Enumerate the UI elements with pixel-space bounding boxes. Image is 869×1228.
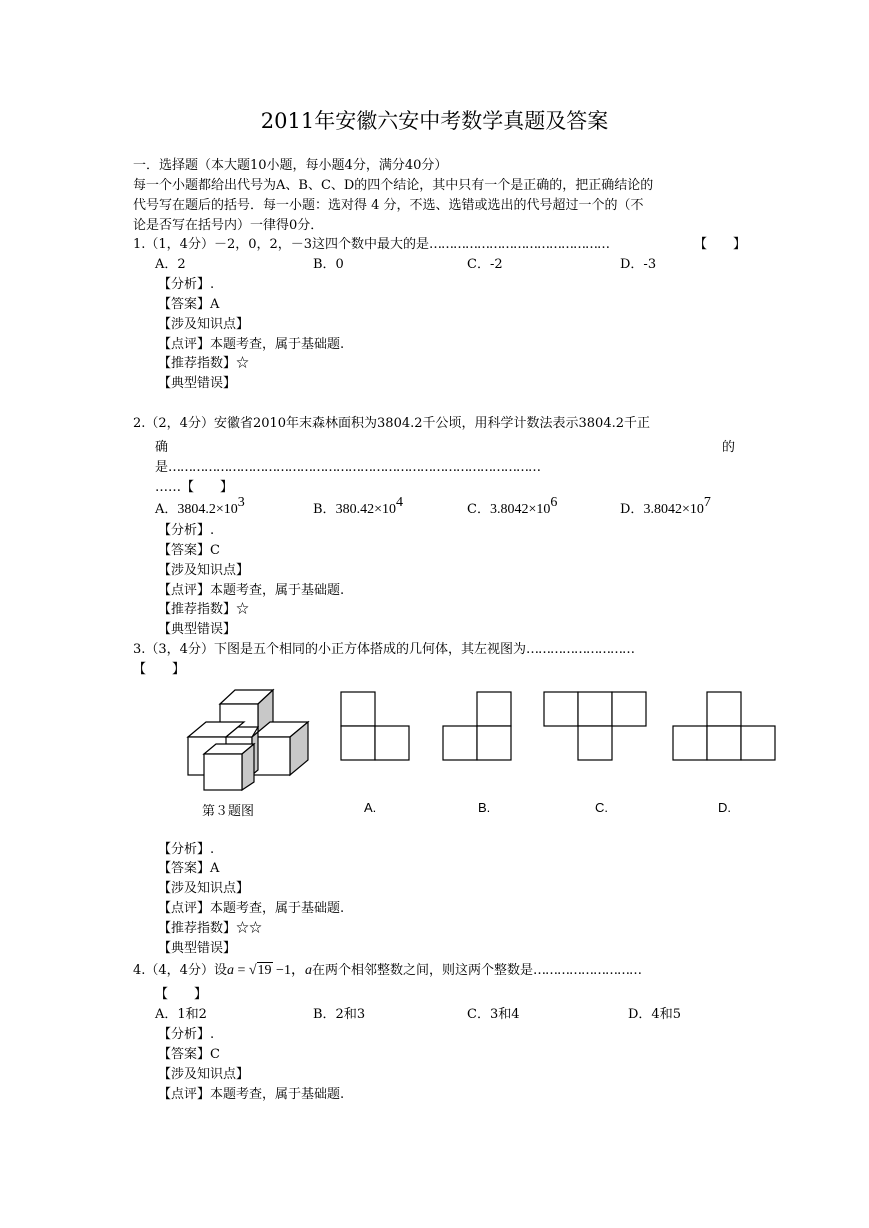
q2-option-d: [620, 495, 711, 518]
q1-stem: [133, 237, 609, 253]
view-c: [544, 692, 646, 760]
q3-rating: 【推荐指数】☆☆: [158, 921, 263, 936]
q4-analysis: 【分析】.: [158, 1027, 215, 1042]
q4-option-b: B．2和3: [313, 1007, 366, 1022]
view-b: [443, 692, 511, 760]
q2-option-d-exp: 7: [703, 495, 711, 510]
q4-formula-eq: =: [233, 963, 249, 978]
q2-option-d-base: 3.8042×10: [643, 502, 704, 517]
q2-option-b-base: 380.42×10: [335, 502, 396, 517]
q2-knowledge: 【涉及知识点】: [158, 563, 250, 578]
q2-option-c-exp: 6: [550, 495, 558, 510]
q3-figure-caption: 第３题图: [202, 803, 255, 818]
q1-stem-text: 1.（1，4分）－2，0，2，－3这四个数中最大的是: [133, 237, 430, 252]
view-d: [673, 692, 775, 760]
q2-option-b-exp: 4: [395, 495, 403, 510]
q2-line3-left: 是: [155, 460, 169, 475]
q2-option-c-base: 3.8042×10: [489, 502, 551, 517]
q3-figure-label-d: D.: [718, 800, 731, 815]
q2-comment: 【点评】本题考查，属于基础题.: [158, 583, 345, 598]
q1-errors: 【典型错误】: [158, 376, 237, 391]
section-heading: 一．选择题（本大题10小题，每小题4分，满分40分）: [133, 158, 448, 173]
q2-option-c: [467, 495, 558, 518]
section-intro-line1: 每一个小题都给出代号为A、B、C、D的四个结论，其中只有一个是正确的，把正确结论的: [133, 178, 654, 193]
q1-comment: 【点评】本题考查，属于基础题.: [158, 337, 345, 352]
q1-answer: 【答案】A: [158, 297, 220, 312]
q4-stem-suffix: 在两个相邻整数之间，则这两个整数是: [311, 963, 533, 978]
cube-stack-figure: [188, 690, 308, 790]
q2-option-a-exp: 3: [237, 495, 245, 510]
q2-line2-left: 确: [155, 440, 169, 455]
q2-option-a: [155, 495, 245, 518]
q2-option-c-label: C．: [467, 502, 490, 517]
q1-option-b: B．0: [313, 257, 344, 272]
q4-comment: 【点评】本题考查，属于基础题.: [158, 1087, 345, 1102]
q3-answer: 【答案】A: [158, 861, 220, 876]
q3-figure-label-c: C.: [595, 800, 608, 815]
q2-line3: [155, 460, 737, 476]
section-intro-line3: 论是否写在括号内）一律得0分．: [133, 218, 324, 233]
q1-option-a: A．2: [155, 257, 186, 272]
q2-line2-right: 的: [722, 440, 736, 455]
q2-option-b-label: B．: [313, 502, 336, 517]
q4-option-c: C．3和4: [467, 1007, 520, 1022]
q2-option-b: [313, 495, 403, 518]
q3-figure-label-b: B.: [478, 800, 491, 815]
q2-option-d-label: D．: [620, 502, 644, 517]
q4-stem-var: a: [304, 963, 312, 978]
q3-stem: [133, 642, 634, 658]
q4-stem-prefix: 4.（4，4分）设: [133, 963, 227, 978]
q4-knowledge: 【涉及知识点】: [158, 1067, 250, 1082]
q4-formula-var: a: [226, 963, 234, 978]
q1-option-c: C．-2: [467, 257, 503, 272]
view-a: [341, 692, 409, 760]
q2-answer: 【答案】C: [158, 543, 220, 558]
q4-stem: [133, 963, 641, 979]
q3-errors: 【典型错误】: [158, 941, 237, 956]
q1-analysis: 【分析】.: [158, 277, 215, 292]
q4-sqrt-sign: √: [248, 963, 257, 978]
q4-bracket: 【 】: [155, 987, 208, 1002]
q3-comment: 【点评】本题考查，属于基础题.: [158, 901, 345, 916]
q1-rating: 【推荐指数】☆: [158, 356, 250, 371]
q2-line4: ……【 】: [155, 480, 234, 495]
page-title: 2011年安徽六安中考数学真题及答案: [260, 109, 609, 133]
q3-dots: ………………………: [525, 642, 634, 657]
q3-knowledge: 【涉及知识点】: [158, 881, 250, 896]
q1-knowledge: 【涉及知识点】: [158, 317, 250, 332]
q1-option-d: D．-3: [620, 257, 657, 272]
q3-stem-text: 3.（3，4分）下图是五个相同的小正方体搭成的几何体，其左视图为: [133, 642, 526, 657]
q2-dots: …………………………………………………………………………………: [168, 460, 541, 475]
q3-figure: [180, 682, 780, 792]
q4-formula-tail: −1，: [272, 963, 305, 978]
q2-option-a-label: A．: [155, 502, 178, 517]
q2-stem-line1: 2.（2，4分）安徽省2010年末森林面积为3804.2千公顷，用科学计数法表示3804.2千正: [133, 416, 651, 431]
q1-bracket: 【 】: [694, 237, 747, 252]
q2-errors: 【典型错误】: [158, 622, 237, 637]
q4-answer: 【答案】C: [158, 1047, 220, 1062]
q3-bracket: 【 】: [133, 662, 186, 677]
q4-option-a: A．1和2: [155, 1007, 207, 1022]
q3-analysis: 【分析】.: [158, 842, 215, 857]
q4-formula-radicand: 19: [257, 963, 272, 978]
q4-dots: ………………………: [532, 963, 641, 978]
section-intro-line2: 代号写在题后的括号．每一小题：选对得 4 分，不选、选错或选出的代号超过一个的（不: [133, 198, 644, 213]
q2-option-a-base: 3804.2×10: [177, 502, 238, 517]
q2-rating: 【推荐指数】☆: [158, 602, 250, 617]
q1-dots: ………………………………………: [429, 237, 610, 252]
q2-analysis: 【分析】.: [158, 523, 215, 538]
q3-figure-label-a: A.: [364, 800, 377, 815]
q4-option-d: D．4和5: [628, 1007, 681, 1022]
